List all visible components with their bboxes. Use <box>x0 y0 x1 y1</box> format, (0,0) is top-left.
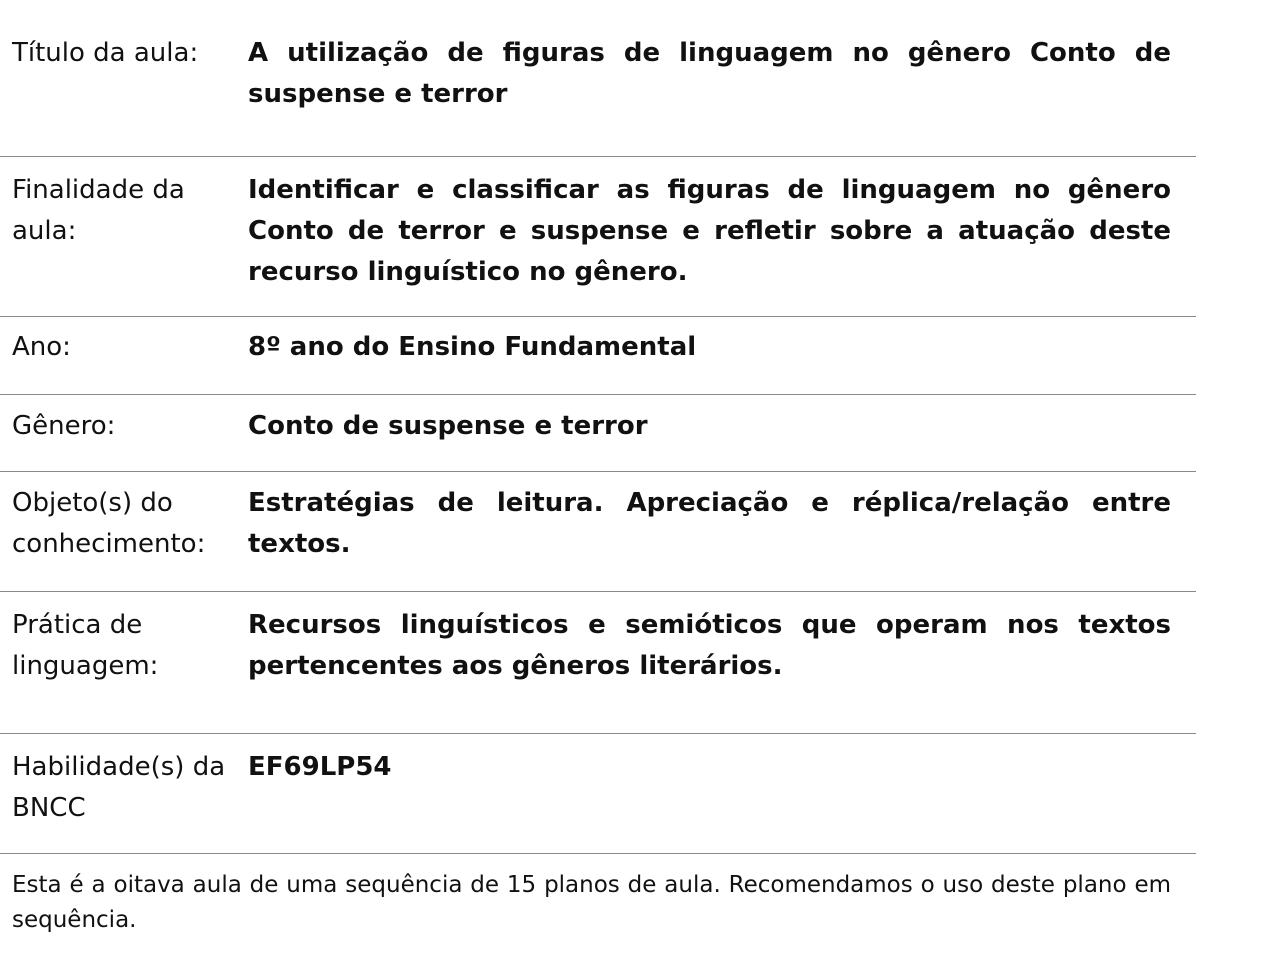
row-value: Conto de suspense e terror <box>248 411 648 441</box>
row-label: Gênero: <box>12 411 116 441</box>
footer-note: Esta é a oitava aula de uma sequência de 15 planos de aula. Recomendamos o uso deste plano em sequência. <box>12 872 1171 933</box>
row-label: Prática de linguagem: <box>12 610 159 681</box>
row-value: Estratégias de leitura. Apreciação e réplica/relação entre textos. <box>248 488 1171 559</box>
row-titulo <box>0 0 1196 157</box>
row-habilidade <box>0 734 1196 854</box>
row-label: Ano: <box>12 332 71 362</box>
row-value: EF69LP54 <box>248 752 392 782</box>
row-objeto <box>0 472 1196 592</box>
row-ano <box>0 317 1196 395</box>
row-value: 8º ano do Ensino Fundamental <box>248 332 697 362</box>
row-value: Identificar e classificar as figuras de linguagem no gênero Conto de terror e suspense e refletir sobre a atuação deste recurso linguístico no gênero. <box>248 175 1171 287</box>
row-finalidade <box>0 157 1196 317</box>
row-label: Finalidade da aula: <box>12 175 185 246</box>
row-pratica <box>0 592 1196 734</box>
row-label: Habilidade(s) da BNCC <box>12 752 226 823</box>
row-genero <box>0 395 1196 472</box>
row-value: A utilização de figuras de linguagem no gênero Conto de suspense e terror <box>248 38 1171 109</box>
row-label: Objeto(s) do conhecimento: <box>12 488 206 559</box>
row-value: Recursos linguísticos e semióticos que operam nos textos pertencentes aos gêneros literários. <box>248 610 1171 681</box>
row-label: Título da aula: <box>12 38 199 68</box>
